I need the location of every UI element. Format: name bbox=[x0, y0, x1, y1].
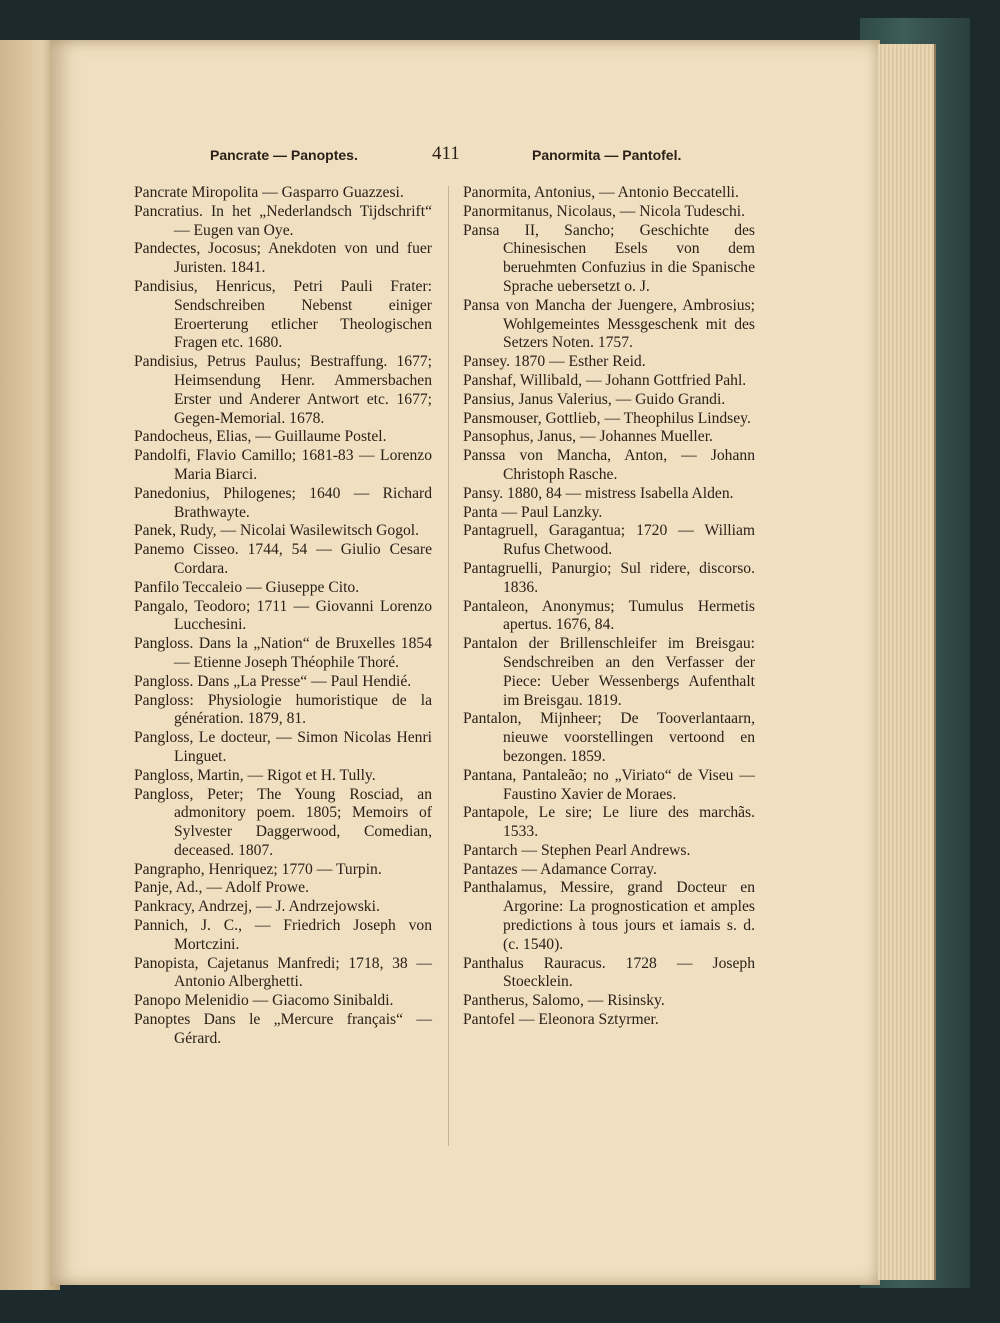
index-entry: Pannich, J. C., — Friedrich Joseph von Mortczini. bbox=[134, 917, 432, 953]
index-entry: Pantofel — Eleonora Sztyrmer. bbox=[463, 1011, 659, 1029]
index-entry: Pansey. 1870 — Esther Reid. bbox=[463, 353, 646, 371]
running-header bbox=[0, 144, 1000, 170]
index-entry: Pandectes, Jocosus; Anekdoten von und fuer Juristen. 1841. bbox=[134, 240, 432, 277]
index-entry: Pandisius, Henricus, Petri Pauli Frater: Sendschreiben Nebenst einiger Eroerterung etlicher Theologischen Fragen etc. 1680. bbox=[134, 277, 432, 352]
index-entry: Pangloss, Peter; The Young Rosciad, an admonitory poem. 1805; Memoirs of Sylvester Daggerwood, Comedian, deceased. 1807. bbox=[134, 785, 432, 859]
index-entry: Panoptes Dans le „Mercure français“ — Gérard. bbox=[134, 1011, 432, 1047]
index-entry: Pandolfi, Flavio Camillo; 1681-83 — Lorenzo Maria Biarci. bbox=[134, 447, 432, 483]
index-entry: Panje, Ad., — Adolf Prowe. bbox=[134, 879, 309, 897]
index-entry: Pandisius, Petrus Paulus; Bestraffung. 1677; Heimsendung Henr. Ammersbachen Erster und Anderer Antwort etc. 1677; Gegen-Memorial. 1678. bbox=[134, 353, 432, 427]
index-entry: Pancrate Miropolita — Gasparro Guazzesi. bbox=[134, 184, 404, 201]
index-entry: Pangloss: Physiologie humoristique de la génération. 1879, 81. bbox=[134, 691, 432, 728]
index-entry: Panssa von Mancha, Anton, — Johann Christoph Rasche. bbox=[463, 447, 755, 483]
index-entry: Panek, Rudy, — Nicolai Wasilewitsch Gogol. bbox=[134, 522, 420, 540]
index-entry: Pantana, Pantaleão; no „Viriato“ de Viseu — Faustino Xavier de Moraes. bbox=[463, 766, 755, 803]
index-entry: Pantagruelli, Panurgio; Sul ridere, discorso. 1836. bbox=[463, 559, 755, 596]
column-divider bbox=[448, 186, 449, 1146]
index-entry: Pankracy, Andrzej, — J. Andrzejowski. bbox=[134, 898, 380, 916]
index-entry: Pangloss, Le docteur, — Simon Nicolas Henri Linguet. bbox=[134, 729, 432, 765]
index-entry: Panopista, Cajetanus Manfredi; 1718, 38 — Antonio Alberghetti. bbox=[134, 954, 432, 991]
index-entry: Pantapole, Le sire; Le liure des marchãs. 1533. bbox=[463, 804, 755, 841]
page-number: 411 bbox=[432, 143, 460, 164]
index-entry: Pangloss, Martin, — Rigot et H. Tully. bbox=[134, 766, 376, 784]
index-entry: Pansius, Janus Valerius, — Guido Grandi. bbox=[463, 390, 726, 408]
index-entry: Pantherus, Salomo, — Risinsky. bbox=[463, 992, 665, 1010]
index-entry: Panfilo Teccaleio — Giuseppe Cito. bbox=[134, 578, 360, 596]
index-entry: Pangalo, Teodoro; 1711 — Giovanni Lorenzo Lucchesini. bbox=[134, 597, 432, 634]
index-entry: Pantagruell, Garagantua; 1720 — William Rufus Chetwood. bbox=[463, 522, 755, 559]
index-entry: Pancratius. In het „Nederlandsch Tijdschrift“ — Eugen van Oye. bbox=[134, 202, 432, 239]
index-entry: Pansy. 1880, 84 — mistress Isabella Alden. bbox=[463, 484, 734, 502]
index-entry: Panshaf, Willibald, — Johann Gottfried Pahl. bbox=[463, 371, 747, 389]
right-column bbox=[463, 184, 755, 1030]
index-entry: Panedonius, Philogenes; 1640 — Richard Brathwayte. bbox=[134, 484, 432, 521]
header-right-range: Panormita — Pantofel. bbox=[532, 147, 682, 163]
index-entry: Pansa II, Sancho; Geschichte des Chinesischen Esels von dem beruehmten Confuzius in die Spanische Sprache uebersetzt o. J. bbox=[463, 221, 755, 295]
index-entry: Panthalus Rauracus. 1728 — Joseph Stoecklein. bbox=[463, 954, 755, 991]
index-entry: Pansophus, Janus, — Johannes Mueller. bbox=[463, 428, 713, 446]
index-entry: Panthalamus, Messire, grand Docteur en Argorine: La prognostication et amples predictions à tous jours et iamais s. d. (c. 1540). bbox=[463, 879, 755, 953]
index-entry: Pangloss. Dans „La Presse“ — Paul Hendié. bbox=[134, 672, 412, 690]
index-entry: Pansmouser, Gottlieb, — Theophilus Lindsey. bbox=[463, 409, 751, 427]
index-entry: Panopo Melenidio — Giacomo Sinibaldi. bbox=[134, 992, 394, 1010]
header-left-range: Pancrate — Panoptes. bbox=[210, 147, 358, 163]
index-entry: Panemo Cisseo. 1744, 54 — Giulio Cesare Cordara. bbox=[134, 541, 432, 577]
index-entry: Pangloss. Dans la „Nation“ de Bruxelles 1854 — Etienne Joseph Théophile Thoré. bbox=[134, 635, 432, 671]
index-entry: Panormita, Antonius, — Antonio Beccatelli. bbox=[463, 184, 739, 201]
index-entry: Pantalon der Brillenschleifer im Breisgau: Sendschreiben an den Verfasser der Piece: Ueber Wessenbergs Aufenthalt im Breisgau. 1819. bbox=[463, 635, 755, 709]
index-entry: Pansa von Mancha der Juengere, Ambrosius; Wohlgemeintes Messgeschenk mit des Setzers Noten. 1757. bbox=[463, 296, 755, 352]
page-block-edges bbox=[878, 44, 936, 1280]
index-entry: Pantarch — Stephen Pearl Andrews. bbox=[463, 841, 691, 859]
index-entry: Pantalon, Mijnheer; De Tooverlantaarn, nieuwe voorstellingen vertoond en bezongen. 1859. bbox=[463, 710, 755, 765]
index-entry: Pantazes — Adamance Corray. bbox=[463, 860, 657, 878]
left-column bbox=[134, 184, 432, 1049]
index-entry: Panormitanus, Nicolaus, — Nicola Tudeschi. bbox=[463, 202, 745, 220]
index-entry: Pangrapho, Henriquez; 1770 — Turpin. bbox=[134, 860, 382, 878]
index-entry: Panta — Paul Lanzky. bbox=[463, 503, 603, 521]
index-entry: Pantaleon, Anonymus; Tumulus Hermetis apertus. 1676, 84. bbox=[463, 597, 755, 634]
index-entry: Pandocheus, Elias, — Guillaume Postel. bbox=[134, 428, 387, 446]
